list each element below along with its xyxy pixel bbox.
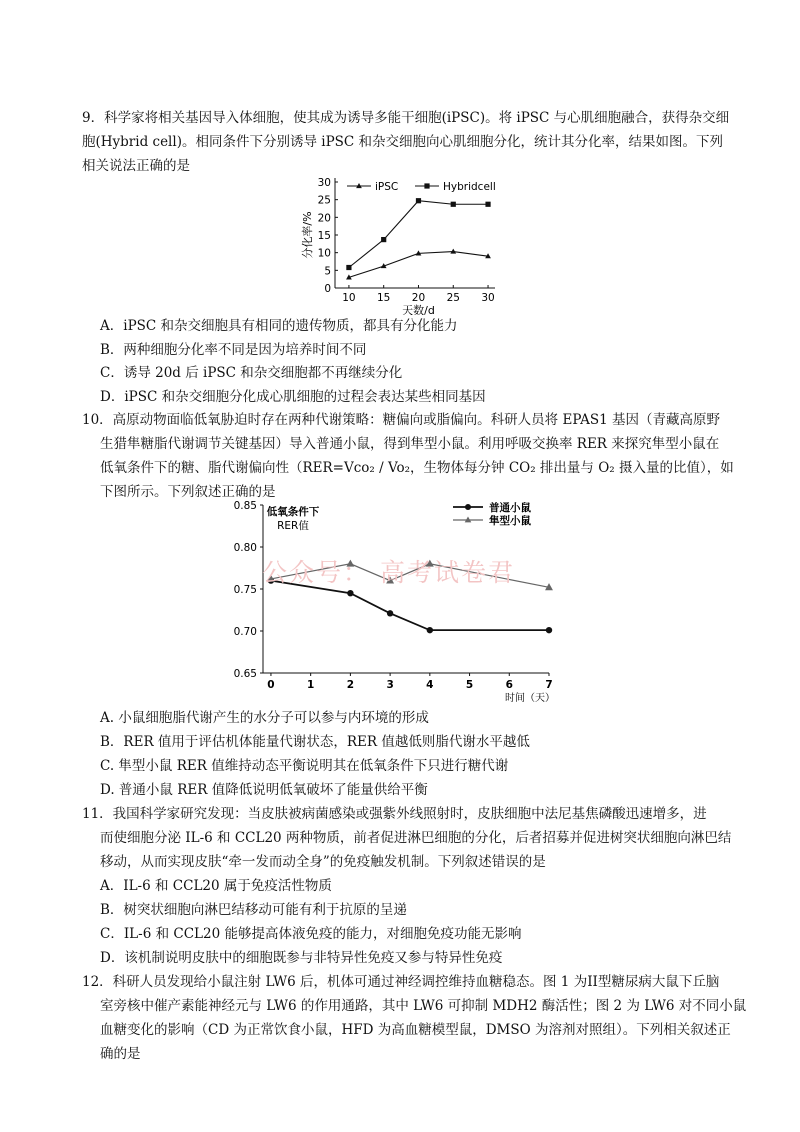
legend-label: 普通小鼠 (489, 502, 531, 514)
q11-option-b: B．树突状细胞向淋巴结移动可能有利于抗原的呈递 (100, 902, 407, 918)
data-point (381, 237, 386, 242)
y-tick-label: 5 (324, 265, 331, 278)
q10-line-1: 10．高原动物面临低氧胁迫时存在两种代谢策略：糖偏向或脂偏向。科研人员将 EPAS1 基因（青藏高原野 (82, 412, 721, 428)
x-tick-label: 0 (267, 679, 275, 691)
q12-line-2: 室旁核中催产素能神经元与 LW6 的作用通路，其中 LW6 可抑制 MDH2 酶活性；图 2 为 LW6 对不同小鼠 (100, 998, 747, 1014)
q10-line-2: 生猎隼糖脂代谢调节关键基因）导入普通小鼠，得到隼型小鼠。利用呼吸交换率 RER 来探究隼型小鼠在 (100, 436, 720, 452)
q9-option-d: D．iPSC 和杂交细胞分化成心肌细胞的过程会表达某些相同基因 (100, 389, 486, 405)
y-tick-label: 25 (317, 194, 331, 207)
rer-chart (218, 493, 568, 708)
x-tick-label: 1 (307, 679, 315, 691)
y-tick-label: 0.75 (233, 584, 257, 596)
x-axis-label: 天数/d (402, 304, 435, 315)
x-tick-label: 25 (446, 292, 460, 304)
x-tick-label: 4 (426, 679, 434, 691)
x-axis-label: 时间（天） (505, 693, 555, 704)
legend-label: iPSC (375, 181, 399, 193)
q10-option-d: D. 普通小鼠 RER 值降低说明低氧破坏了能量供给平衡 (100, 782, 428, 798)
data-point (387, 610, 393, 616)
data-point (546, 627, 552, 633)
q9-line-1: 9．科学家将相关基因导入体细胞，使其成为诱导多能干细胞(iPSC)。将 iPSC 与心肌细胞融合，获得杂交细 (82, 110, 730, 126)
legend-marker (424, 183, 429, 188)
watermark: 公众号： 高考试卷君 (262, 558, 515, 587)
x-tick-label: 10 (342, 292, 356, 304)
q11-line-3: 移动，从而实现皮肤“牵一发而动全身”的免疫触发机制。下列叙述错误的是 (100, 854, 546, 870)
y-tick-label: 0.70 (233, 626, 257, 638)
legend-marker (465, 504, 471, 510)
y-tick-label: 15 (317, 230, 331, 242)
data-point (346, 265, 351, 270)
y-axis-label: 分化率/% (301, 211, 314, 259)
data-point (451, 202, 456, 207)
q11-option-d: D．该机制说明皮肤中的细胞既参与非特异性免疫又参与特异性免疫 (100, 950, 503, 966)
chart-title-line-2: RER值 (277, 520, 309, 532)
q11-option-a: A．IL-6 和 CCL20 属于免疫活性物质 (100, 878, 332, 894)
x-tick-label: 6 (505, 679, 513, 691)
q9-option-c: C．诱导 20d 后 iPSC 和杂交细胞都不再继续分化 (100, 365, 403, 381)
q9-option-a: A．iPSC 和杂交细胞具有相同的遗传物质，都具有分化能力 (100, 318, 458, 334)
q10-line-3: 低氧条件下的糖、脂代谢偏向性（RER=Vco₂ / Vo₂，生物体每分钟 CO₂ 排出量与 O₂ 摄入量的比值），如 (100, 460, 734, 476)
data-point (450, 249, 456, 254)
data-point (416, 198, 421, 203)
y-tick-label: 0.85 (233, 500, 257, 512)
q9-line-3: 相关说法正确的是 (82, 158, 190, 174)
x-tick-label: 30 (481, 292, 495, 304)
data-point (347, 590, 353, 596)
x-tick-label: 20 (411, 292, 426, 304)
chart-title-line-1: 低氧条件下 (266, 506, 320, 518)
q12-line-3: 血糖变化的影响（CD 为正常饮食小鼠，HFD 为高血糖模型鼠，DMSO 为溶剂对照组）。下列相关叙述正 (100, 1022, 731, 1038)
series-line-1 (349, 201, 488, 268)
legend-label: Hybridcell (443, 181, 496, 193)
q11-line-2: 而使细胞分泌 IL-6 和 CCL20 两种物质，前者促进淋巴细胞的分化，后者招募并促进树突状细胞向淋巴结 (100, 830, 732, 846)
q12-line-4: 确的是 (100, 1046, 141, 1062)
y-tick-label: 10 (317, 247, 331, 260)
y-tick-label: 20 (317, 212, 331, 225)
data-point (427, 627, 433, 633)
q10-line-4: 下图所示。下列叙述正确的是 (100, 484, 276, 500)
y-tick-label: 30 (317, 177, 331, 189)
y-tick-label: 0.80 (233, 542, 257, 554)
legend-label: 隼型小鼠 (489, 515, 531, 527)
differentiation-rate-chart (295, 170, 515, 315)
data-point (485, 202, 490, 207)
series-line-0 (349, 252, 488, 278)
q10-option-b: B．RER 值用于评估机体能量代谢状态，RER 值越低则脂代谢水平越低 (100, 734, 530, 750)
x-tick-label: 15 (377, 292, 391, 304)
q10-option-c: C. 隼型小鼠 RER 值维持动态平衡说明其在低氧条件下只进行糖代谢 (100, 758, 509, 774)
x-tick-label: 5 (465, 679, 474, 691)
x-tick-label: 7 (545, 679, 553, 691)
q12-line-1: 12．科研人员发现给小鼠注射 LW6 后，机体可通过神经调控维持血糖稳态。图 1 为II型糖尿病大鼠下丘脑 (82, 974, 720, 990)
q11-option-c: C．IL-6 和 CCL20 能够提高体液免疫的能力，对细胞免疫功能无影响 (100, 926, 522, 942)
x-tick-label: 3 (386, 679, 394, 691)
q9-option-b: B．两种细胞分化率不同是因为培养时间不同 (100, 342, 367, 358)
q9-line-2: 胞(Hybrid cell)。相同条件下分别诱导 iPSC 和杂交细胞向心肌细胞分化，统计其分化率，结果如图。下列 (82, 134, 724, 150)
y-tick-label: 0 (324, 283, 331, 295)
x-tick-label: 2 (346, 679, 355, 691)
y-tick-label: 0.65 (233, 668, 257, 680)
q10-option-a: A. 小鼠细胞脂代谢产生的水分子可以参与内环境的形成 (100, 710, 429, 726)
q11-line-1: 11．我国科学家研究发现：当皮肤被病菌感染或强紫外线照射时，皮肤细胞中法尼基焦磷酸迅速增多，进 (82, 806, 707, 822)
